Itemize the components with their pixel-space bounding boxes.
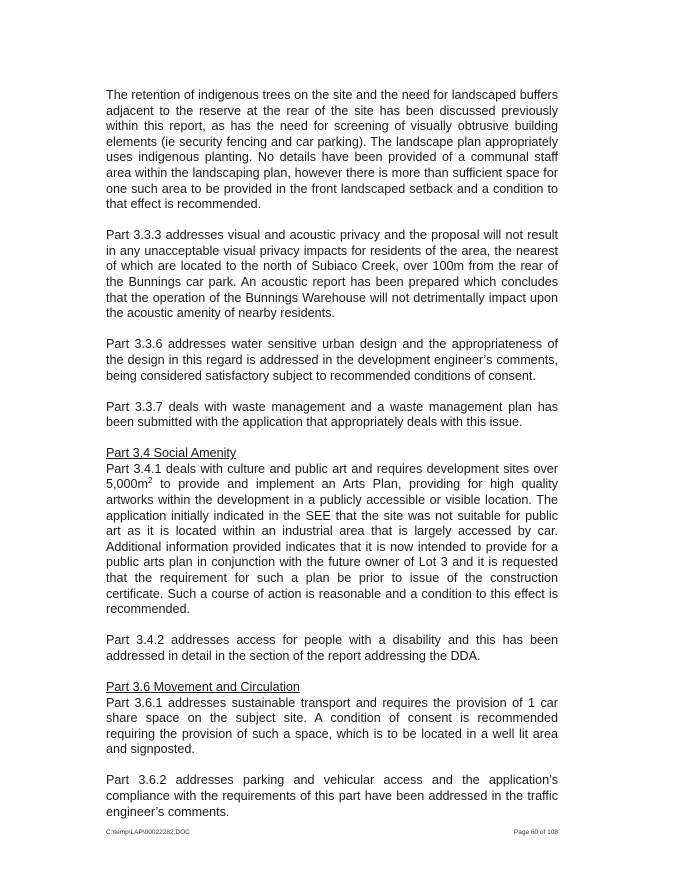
superscript-squared: 2 xyxy=(148,476,153,486)
paragraph-disability-access: Part 3.4.2 addresses access for people with a disability and this has been addressed in detail in the section of the report addressing the DDA. xyxy=(106,633,558,663)
paragraph-landscaping: The retention of indigenous trees on the site and the need for landscaped buffers adjacent to the reserve at the rear of the site has been discussed previously within this report, as has the need for screening of visually obtrusive building elements (ie security fencing and car parking). The landscape plan appropriately uses indigenous planting. No details have been provided of a communal staff area within the landscaping plan, however there is more than sufficient space for one such area to be provided in the front landscaped setback and a condition to that effect is recommended. xyxy=(106,88,558,212)
public-art-text-b: to provide and implement an Arts Plan, providing for high quality artworks within the development in a publicly accessible or visible location. The application initially indicated in the SEE that the site was not suitable for public art as it is located within an industrial area that is largely accessed by car. Additional information provided indicates that it is now intended to provide for a public arts plan in conjunction with the future owner of Lot 3 and it is requested that the requirement for such a plan be prior to issue of the construction certificate. Such a course of action is reasonable and a condition to this effect is recommended. xyxy=(106,477,558,617)
paragraph-parking: Part 3.6.2 addresses parking and vehicular access and the application’s compliance with the requirements of this part have been addressed in the traffic engineer’s comments. xyxy=(106,773,558,819)
document-body xyxy=(106,88,558,836)
heading-social-amenity: Part 3.4 Social Amenity xyxy=(106,446,237,461)
paragraph-public-art xyxy=(106,462,558,618)
paragraph-sustainable-transport: Part 3.6.1 addresses sustainable transport and requires the provision of 1 car share space on the subject site. A condition of consent is recommended requiring the provision of such a space, which is to be located in a well lit area and signposted. xyxy=(106,695,558,757)
paragraph-water-design: Part 3.3.6 addresses water sensitive urban design and the appropriateness of the design in this regard is addressed in the development engineer’s comments, being considered satisfactory subject to recommended conditions of consent. xyxy=(106,337,558,383)
paragraph-waste: Part 3.3.7 deals with waste management and a waste management plan has been submitted with the application that appropriately deals with this issue. xyxy=(106,399,558,430)
paragraph-privacy: Part 3.3.3 addresses visual and acoustic privacy and the proposal will not result in any unacceptable visual privacy impacts for residents of the area, the nearest of which are located to the north of Subiaco Creek, over 100m from the rear of the Bunnings car park. An acoustic report has been prepared which concludes that the operation of the Bunnings Warehouse will not detrimentally impact upon the acoustic amenity of nearby residents. xyxy=(106,228,558,321)
footer-page-number: Page 60 of 108 xyxy=(513,829,558,836)
heading-movement-circulation: Part 3.6 Movement and Circulation xyxy=(106,680,300,694)
public-art-text-a: Part 3.4.1 deals with culture and public art and requires development sites over 5,000m xyxy=(106,461,558,492)
footer-file-path: C:\temp\LAP\00022282.DOC xyxy=(106,829,190,836)
